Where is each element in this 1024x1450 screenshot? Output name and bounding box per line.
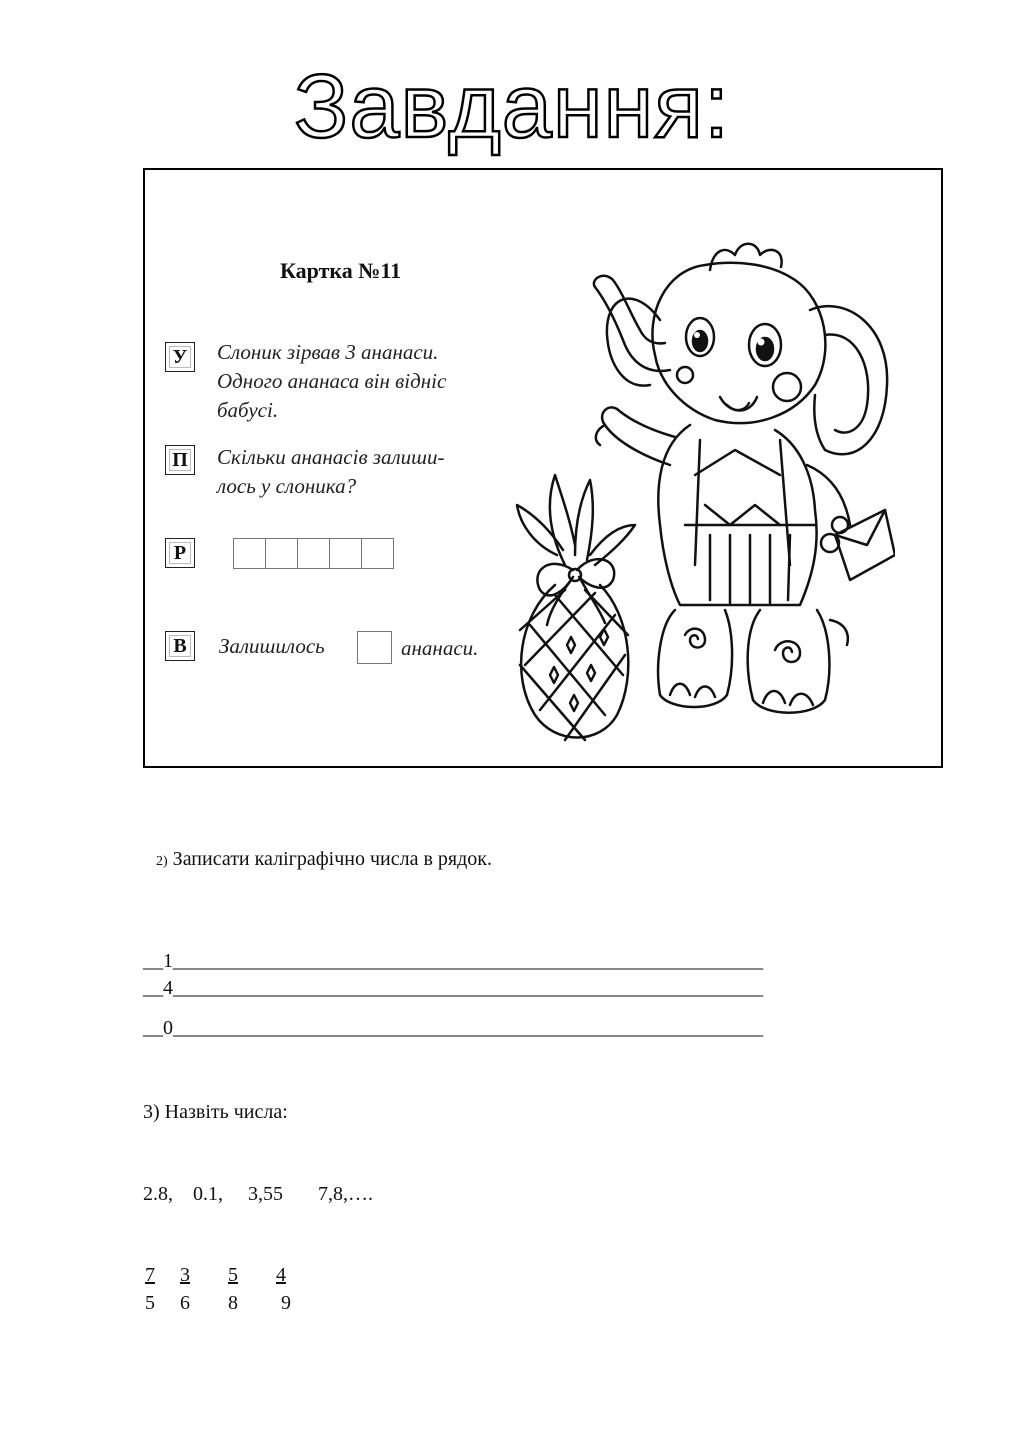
letter-box-u: У [165, 342, 195, 372]
solution-cell[interactable] [233, 538, 266, 569]
answer-before-text: Залишилось [219, 634, 325, 658]
task2-instruction [156, 847, 492, 874]
fraction-denominator: 5 [145, 1292, 155, 1314]
question-line: лось у слоника? [217, 474, 357, 498]
writing-line-4[interactable]: __4___________________________________________________________ [143, 977, 763, 999]
letter-box-p: П [165, 445, 195, 475]
pineapple-bow [537, 564, 573, 595]
condition-line: Одного ананаса він відніс [217, 369, 447, 393]
solution-cell[interactable] [329, 538, 362, 569]
solution-cells[interactable] [233, 538, 393, 569]
fraction-denominator: 8 [228, 1292, 238, 1314]
question-line: Скільки ананасів залиши- [217, 445, 445, 469]
writing-line-1[interactable]: __1___________________________________________________________ [143, 950, 763, 972]
answer-after-text: ананаси. [401, 636, 479, 660]
fraction-numerator: 7 [145, 1264, 155, 1286]
page-title: Завдання: [294, 57, 730, 157]
card-title: Картка №11 [280, 258, 402, 283]
condition-line: Слоник зірвав 3 ананаси. [217, 340, 439, 364]
elephant-leg-left [658, 610, 732, 707]
solution-cell[interactable] [297, 538, 330, 569]
solution-cell[interactable] [265, 538, 298, 569]
letter-box-v: В [165, 631, 195, 661]
fraction-numerator: 4 [276, 1264, 286, 1286]
task-card [143, 168, 943, 768]
task2-number: 2) [156, 854, 168, 869]
task3-instruction: 3) Назвіть числа: [143, 1101, 288, 1123]
condition-text [217, 338, 446, 425]
task2-text: Записати каліграфічно числа в рядок. [172, 848, 493, 870]
solution-cell[interactable] [361, 538, 394, 569]
elephant-head-outline [652, 263, 825, 423]
elephant-trunk [594, 276, 670, 371]
fraction-numerator: 3 [180, 1264, 190, 1286]
fraction-denominator: 9 [281, 1292, 291, 1314]
fraction-denominator: 6 [180, 1292, 190, 1314]
decimal-numbers: 2.8, 0.1, 3,55 7,8,…. [143, 1183, 373, 1205]
letter-box-r: Р [165, 538, 195, 568]
condition-line: бабусі. [217, 398, 279, 422]
question-text [217, 443, 445, 501]
elephant-pineapple-illustration [495, 225, 895, 755]
answer-cell[interactable] [357, 631, 392, 664]
fraction-numerator: 5 [228, 1264, 238, 1286]
writing-line-0[interactable]: __0___________________________________________________________ [143, 1017, 763, 1039]
